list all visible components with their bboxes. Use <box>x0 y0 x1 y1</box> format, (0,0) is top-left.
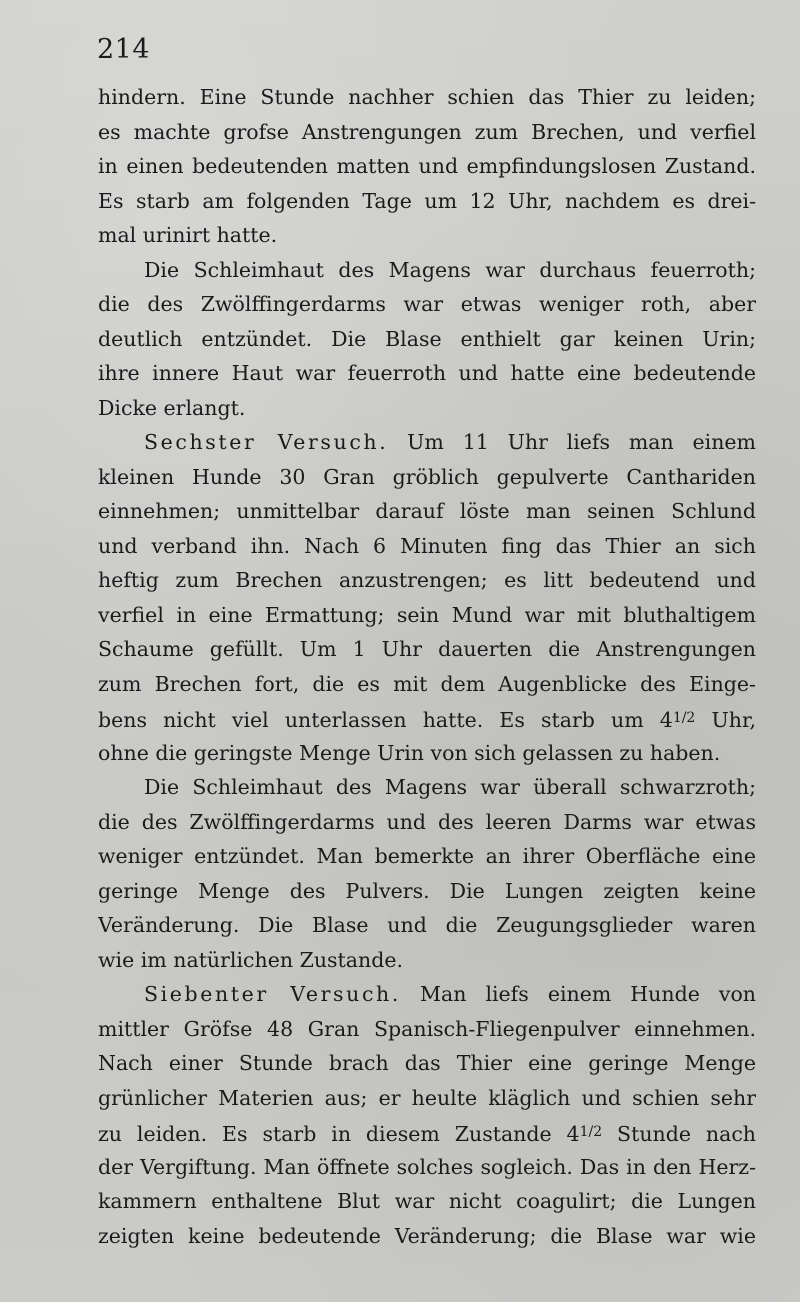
text-line: bens nicht viel unterlassen hatte. Es starb um $4^{1/2}$ Uhr, <box>98 708 756 732</box>
text-line: zu leiden. Es starb in diesem Zustande $4^{1/2}$ Stunde nach <box>98 1122 756 1146</box>
text-line: kleinen Hunde 30 Gran gröblich gepulverte Canthariden <box>98 464 756 489</box>
page-number: 214 <box>97 34 151 65</box>
text-line: Dicke erlangt. <box>98 395 246 420</box>
text-line: es machte grofse Anstrengungen zum Brechen, und verfiel <box>98 119 756 144</box>
text-line: ohne die geringste Menge Urin von sich gelassen zu haben. <box>98 740 721 765</box>
section-heading: Sechster Versuch. <box>144 430 389 454</box>
text-line: zeigten keine bedeutende Veränderung; die Blase war wie <box>98 1223 756 1248</box>
text-line: die des Zwölffingerdarms war etwas weniger roth, aber <box>98 292 756 316</box>
text-line: die des Zwölffingerdarms und des leeren Darms war etwas <box>98 809 756 834</box>
text-line: Nach einer Stunde brach das Thier eine geringe Menge <box>98 1051 756 1075</box>
text-line: Die Schleimhaut des Magens war überall schwarzroth; <box>144 775 756 799</box>
text-line: einnehmen; unmittelbar darauf löste man seinen Schlund <box>98 499 756 523</box>
text-line: Die Schleimhaut des Magens war durchaus feuerroth; <box>144 257 756 282</box>
text-line: ihre innere Haut war feuerroth und hatte eine bedeutende <box>98 361 756 385</box>
text-line: verfiel in eine Ermattung; sein Mund war mit bluthaltigem <box>98 602 756 627</box>
text-line: geringe Menge des Pulvers. Die Lungen zeigten keine <box>98 878 756 903</box>
text-line: Es starb am folgenden Tage um 12 Uhr, nachdem es drei- <box>98 188 756 213</box>
text-line: deutlich entzündet. Die Blase enthielt gar keinen Urin; <box>98 326 756 351</box>
text-line: Sechster Versuch. Um 11 Uhr liefs man einem <box>144 430 756 454</box>
body-text <box>98 80 756 1253</box>
text-line: hindern. Eine Stunde nachher schien das Thier zu leiden; <box>98 85 756 109</box>
text-line: Veränderung. Die Blase und die Zeugungsglieder waren <box>98 913 756 937</box>
text-line: der Vergiftung. Man öffnete solches sogleich. Das in den Herz- <box>98 1154 756 1179</box>
text-line: in einen bedeutenden matten und empfindungslosen Zustand. <box>98 154 756 178</box>
text-line: Siebenter Versuch. Man liefs einem Hunde von <box>144 982 756 1006</box>
section-heading: Siebenter Versuch. <box>144 982 401 1006</box>
text-line: wie im natürlichen Zustande. <box>98 947 403 972</box>
text-line: mittler Gröfse 48 Gran Spanisch-Fliegenpulver einnehmen. <box>98 1016 756 1041</box>
text-line: zum Brechen fort, die es mit dem Augenblicke des Einge- <box>98 671 756 696</box>
text-line: und verband ihn. Nach 6 Minuten fing das Thier an sich <box>98 533 756 558</box>
text-line: heftig zum Brechen anzustrengen; es litt bedeutend und <box>98 568 756 592</box>
text-line: mal urinirt hatte. <box>98 223 278 247</box>
text-line: weniger entzündet. Man bemerkte an ihrer Oberfläche eine <box>98 844 756 868</box>
fraction: 1/2 <box>579 1124 603 1140</box>
fraction: 1/2 <box>672 710 696 726</box>
text-line: Schaume gefüllt. Um 1 Uhr dauerten die Anstrengungen <box>98 637 756 661</box>
text-line: grünlicher Materien aus; er heulte kläglich und schien sehr <box>98 1085 756 1110</box>
text-line: kammern enthaltene Blut war nicht coagulirt; die Lungen <box>98 1189 756 1213</box>
